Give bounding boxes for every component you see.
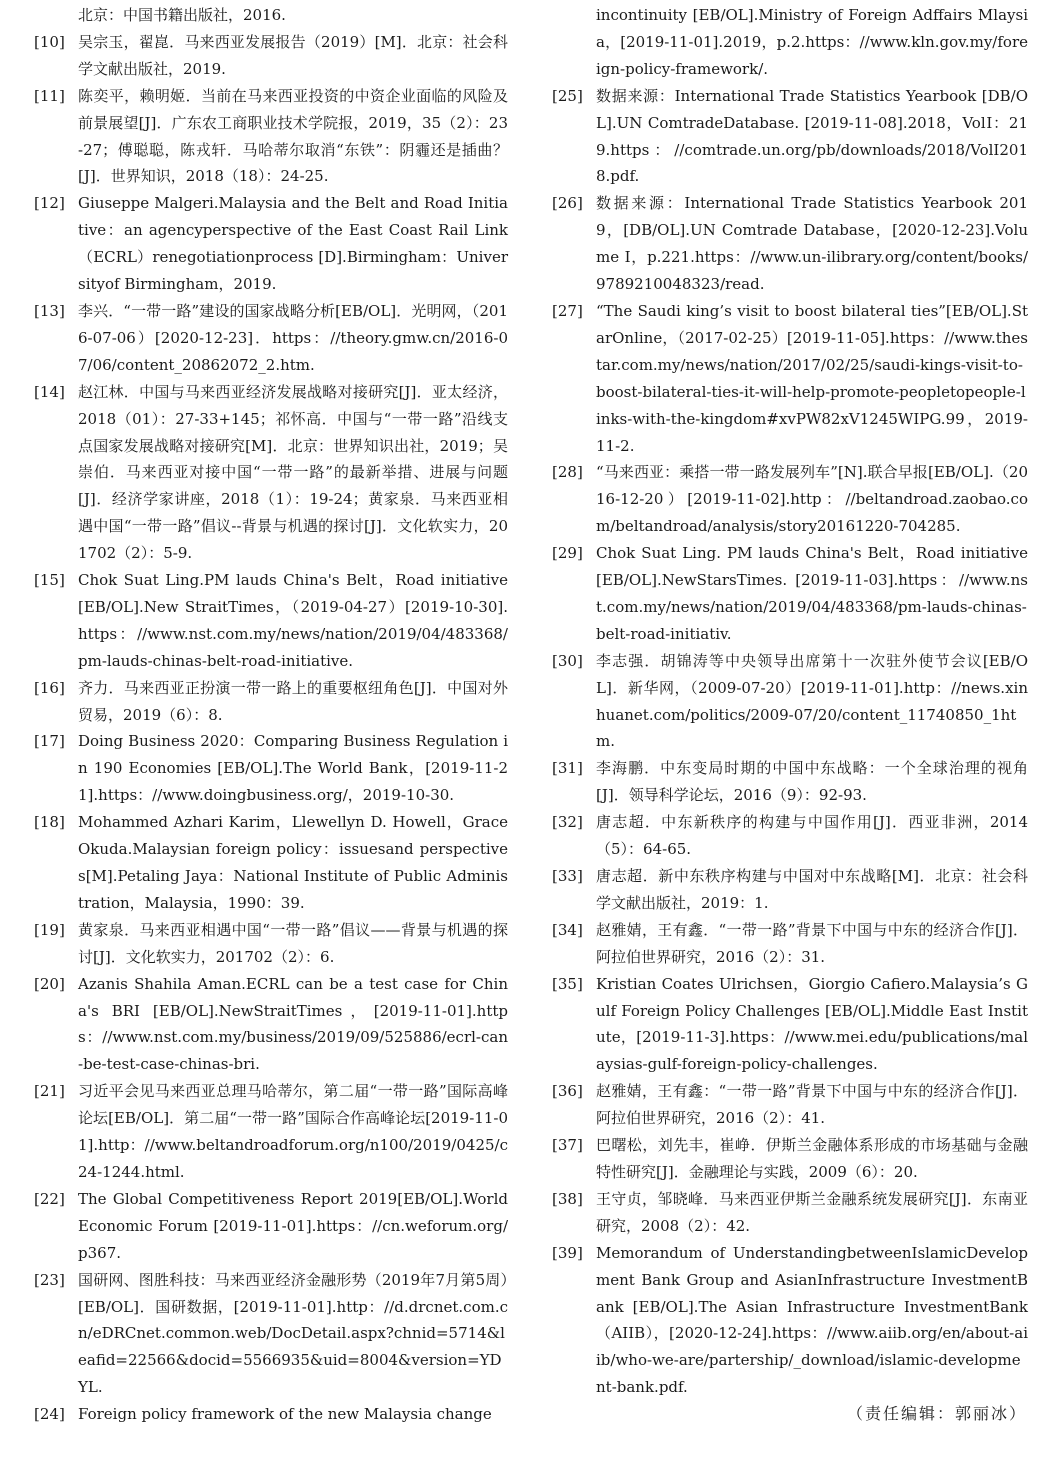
- reference-number: [11]: [34, 86, 65, 105]
- left-column: [34, 0, 508, 1428]
- reference-text: 黄家泉．马来西亚相遇中国“一带一路”倡议——背景与机遇的探讨[J]．文化软实力，201702（2）：6.: [78, 920, 508, 966]
- reference-number: [17]: [34, 732, 65, 751]
- reference-number: [39]: [552, 1243, 583, 1262]
- right-column: [552, 0, 1028, 1401]
- reference-number: [29]: [552, 544, 583, 563]
- reference-item: [34, 1186, 508, 1267]
- reference-number: [35]: [552, 974, 583, 993]
- reference-number: [14]: [34, 382, 65, 401]
- reference-text: 齐力．马来西亚正扮演一带一路上的重要枢纽角色[J]．中国对外贸易，2019（6）：8.: [78, 678, 508, 724]
- reference-item: [34, 567, 508, 675]
- reference-item: [34, 971, 508, 1079]
- reference-number: [28]: [552, 463, 583, 482]
- reference-continuation: 北京：中国书籍出版社，2016.: [78, 6, 286, 24]
- reference-number: [12]: [34, 194, 65, 213]
- reference-text: 数据来源：International Trade Statistics Yearbook 2019，[DB/OL].UN Comtrade Database，[2020-12-23].Volume Ⅰ，p.221.https：//www.un-ilibrary.org/content/books/9789210048323/read.: [596, 194, 1028, 294]
- reference-item: [34, 728, 508, 809]
- reference-item: [552, 917, 1028, 971]
- reference-number: [33]: [552, 867, 583, 885]
- reference-text: Memorandum of UnderstandingbetweenIslamicDevelopment Bank Group and AsianInfrastructure InvestmentBank [EB/OL].The Asian Infrastructure InvestmentBank（AIIB），[2020-12-24].https：//www.aiib.org/en/about-aiib/who-we-are/partership/_download/islamic-development-bank.pdf.: [596, 1243, 1028, 1397]
- reference-number: [26]: [552, 194, 583, 213]
- reference-item: [552, 755, 1028, 809]
- reference-number: [20]: [34, 974, 65, 993]
- reference-item: [34, 1078, 508, 1186]
- reference-number: [31]: [552, 759, 583, 778]
- reference-text: 赵雅婧，王有鑫：“一带一路”背景下中国与中东的经济合作[J]．阿拉伯世界研究，2016（2）：41.: [596, 1082, 1028, 1128]
- responsible-editor-note: （责任编辑：郭丽冰）: [846, 1404, 1027, 1423]
- reference-text: Azanis Shahila Aman.ECRL can be a test case for China's BRI [EB/OL].NewStraitTimes，[2019-11-01].https：//www.nst.com.my/business/2019/09/525886/ecrl-can-be-test-case-chinas-bri.: [78, 974, 508, 1074]
- reference-number: [34]: [552, 920, 583, 939]
- reference-text: Giuseppe Malgeri.Malaysia and the Belt and Road Initiative：an agencyperspective of the East Coast Rail Link（ECRL）renegotiationprocess [D].Birmingham：Universityof Birmingham，2019.: [78, 194, 508, 294]
- reference-item: [34, 1401, 508, 1428]
- reference-item: [34, 917, 508, 971]
- reference-number: [25]: [552, 86, 583, 105]
- reference-item: [552, 1186, 1028, 1240]
- reference-item: [552, 190, 1028, 298]
- reference-item: [552, 648, 1028, 756]
- reference-text: 陈奕平，赖明姬．当前在马来西亚投资的中资企业面临的风险及前景展望[J]．广东农工商职业技术学院报，2019，35（2）：23-27；傅聪聪，陈戎轩．马哈蒂尔取消“东铁”：阴霾还是插曲？[J]．世界知识，2018（18）：24-25.: [78, 86, 508, 186]
- reference-text: 数据来源：International Trade Statistics Yearbook [DB/OL].UN ComtradeDatabase. [2019-11-08].2018，VolⅠ：219.https：//comtrade.un.org/pb/downloads/2018/VolI2018.pdf.: [596, 86, 1028, 186]
- reference-item: [552, 1132, 1028, 1186]
- reference-item: [552, 809, 1028, 863]
- reference-text: 巴曙松，刘先丰，崔峥．伊斯兰金融体系形成的市场基础与金融特性研究[J]．金融理论与实践，2009（6）：20.: [596, 1136, 1028, 1181]
- reference-text: 李志强．胡锦涛等中央领导出席第十一次驻外使节会议[EB/OL]．新华网，（2009-07-20）[2019-11-01].http：//news.xinhuanet.com/politics/2009-07/20/content_11740850_1htm.: [596, 651, 1028, 751]
- reference-text: 习近平会见马来西亚总理马哈蒂尔，第二届“一带一路”国际高峰论坛[EB/OL]．第二届“一带一路”国际合作高峰论坛[2019-11-01].http：//www.beltandroadforum.org/n100/2019/0425/c24-1244.html.: [78, 1082, 508, 1181]
- reference-text: Chok Suat Ling.PM lauds China's Belt，Road initiative[EB/OL].New StraitTimes，（2019-04-27）[2019-10-30].https：//www.nst.com.my/news/nation/2019/04/483368/pm-lauds-chinas-belt-road-initiative.: [78, 571, 508, 670]
- reference-item: [34, 1267, 508, 1402]
- reference-item: [552, 459, 1028, 540]
- reference-item: [34, 298, 508, 379]
- reference-item: [552, 298, 1028, 459]
- reference-item: [552, 83, 1028, 191]
- reference-number: [23]: [34, 1270, 65, 1289]
- reference-item: [34, 190, 508, 298]
- reference-text: Foreign policy framework of the new Malaysia change: [78, 1405, 492, 1424]
- reference-item: [552, 1240, 1028, 1401]
- reference-number: [13]: [34, 301, 65, 320]
- reference-number: [30]: [552, 651, 583, 670]
- reference-text: Mohammed Azhari Karim，Llewellyn D. Howell，Grace Okuda.Malaysian foreign policy：issuesand perspectives[M].Petaling Jaya：National Institute of Public Administration，Malaysia，1990：39.: [78, 813, 508, 912]
- reference-number: [38]: [552, 1189, 583, 1208]
- reference-text: 唐志超．新中东秩序构建与中国对中东战略[M]．北京：社会科学文献出版社，2019：1.: [596, 867, 1028, 912]
- reference-text: Kristian Coates Ulrichsen，Giorgio Cafiero.Malaysia’s Gulf Foreign Policy Challenges [EB/OL].Middle East Institute，[2019-11-3].https：//www.mei.edu/publications/malaysias-gulf-foreign-policy-challenges.: [596, 974, 1028, 1074]
- reference-text: 赵江林．中国与马来西亚经济发展战略对接研究[J]．亚太经济，2018（01）：27-33+145；祁怀高．中国与“一带一路”沿线支点国家发展战略对接研究[M]．北京：世界知识出社，2019；吴崇伯．马来西亚对接中国“一带一路”的最新举措、进展与问题[J]．经济学家讲座，2018（1）：19-24；黄家泉．马来西亚相遇中国“一带一路”倡议--背景与机遇的探讨[J]．文化软实力，201702（2）：5-9.: [78, 382, 508, 563]
- reference-text: 吴宗玉，翟崑．马来西亚发展报告（2019）[M]．北京：社会科学文献出版社，2019.: [78, 32, 508, 78]
- reference-number: [10]: [34, 32, 65, 51]
- reference-number: [15]: [34, 571, 65, 590]
- reference-number: [24]: [34, 1405, 65, 1424]
- reference-number: [22]: [34, 1189, 65, 1208]
- reference-number: [19]: [34, 920, 65, 939]
- reference-text: 李兴．“一带一路”建设的国家战略分析[EB/OL]．光明网，（2016-07-06）[2020-12-23]．https：//theory.gmw.cn/2016-07/06/content_20862072_2.htm.: [78, 301, 508, 374]
- reference-number: [16]: [34, 678, 65, 697]
- reference-item: [34, 675, 508, 729]
- reference-text: 李海鹏．中东变局时期的中国中东战略：一个全球治理的视角[J]．领导科学论坛，2016（9）：92-93.: [596, 759, 1028, 805]
- reference-item: [552, 540, 1028, 648]
- reference-text: “马来西亚：乘搭一带一路发展列车”[N].联合早报[EB/OL].（2016-12-20）[2019-11-02].http：//beltandroad.zaobao.com/beltandroad/analysis/story20161220-704285.: [596, 463, 1028, 536]
- reference-text: Chok Suat Ling. PM lauds China's Belt，Road initiative[EB/OL].NewStarsTimes. [2019-11-03].https：//www.nst.com.my/news/nation/2019/04/483368/pm-lauds-chinas-belt-road-initiativ.: [596, 544, 1028, 643]
- reference-item: [34, 29, 508, 83]
- reference-number: [32]: [552, 813, 583, 832]
- reference-text: 国研网、图胜科技：马来西亚经济金融形势（2019年7月第5周）[EB/OL]．国研数据，[2019-11-01].http：//d.drcnet.com.cn/eDRCnet.common.web/DocDetail.aspx?chnid=5714&leafid=22566&docid=5566935&uid=8004&version=YDYL.: [78, 1270, 508, 1397]
- reference-item: [34, 809, 508, 917]
- reference-number: [36]: [552, 1082, 583, 1101]
- reference-text: 赵雅婧，王有鑫．“一带一路”背景下中国与中东的经济合作[J]．阿拉伯世界研究，2016（2）：31.: [596, 920, 1028, 966]
- reference-item: [552, 1078, 1028, 1132]
- reference-number: [21]: [34, 1082, 65, 1101]
- reference-item: [552, 971, 1028, 1079]
- reference-continuation: incontinuity [EB/OL].Ministry of Foreign Adffairs Mlaysia，[2019-11-01].2019，p.2.https：//www.kln.gov.my/foreign-policy-framework/.: [596, 6, 1028, 78]
- reference-number: [27]: [552, 301, 583, 320]
- reference-text: 王守贞，邹晓峰．马来西亚伊斯兰金融系统发展研究[J]．东南亚研究，2008（2）：42.: [596, 1189, 1028, 1235]
- reference-item: [34, 379, 508, 567]
- reference-number: [37]: [552, 1136, 583, 1155]
- reference-text: Doing Business 2020：Comparing Business Regulation in 190 Economies [EB/OL].The World Bank，[2019-11-21].https：//www.doingbusiness.org/，2019-10-30.: [78, 732, 508, 805]
- reference-text: “The Saudi king’s visit to boost bilateral ties”[EB/OL].StarOnline，（2017-02-25）[2019-11-05].https：//www.thestar.com.my/news/nation/2017/02/25/saudi-kings-visit-to-boost-bilateral-ties-it-will-help-promote-peopletopeople-links-with-the-kingdom#xvPW82xV1245WIPG.99，2019-11-2.: [596, 301, 1028, 455]
- reference-item: [34, 83, 508, 191]
- reference-number: [18]: [34, 813, 65, 832]
- reference-text: 唐志超．中东新秩序的构建与中国作用[J]．西亚非洲，2014（5）：64-65.: [596, 813, 1028, 859]
- reference-text: The Global Competitiveness Report 2019[EB/OL].World Economic Forum [2019-11-01].https：//cn.weforum.org/p367.: [78, 1189, 508, 1262]
- reference-item: [552, 863, 1028, 917]
